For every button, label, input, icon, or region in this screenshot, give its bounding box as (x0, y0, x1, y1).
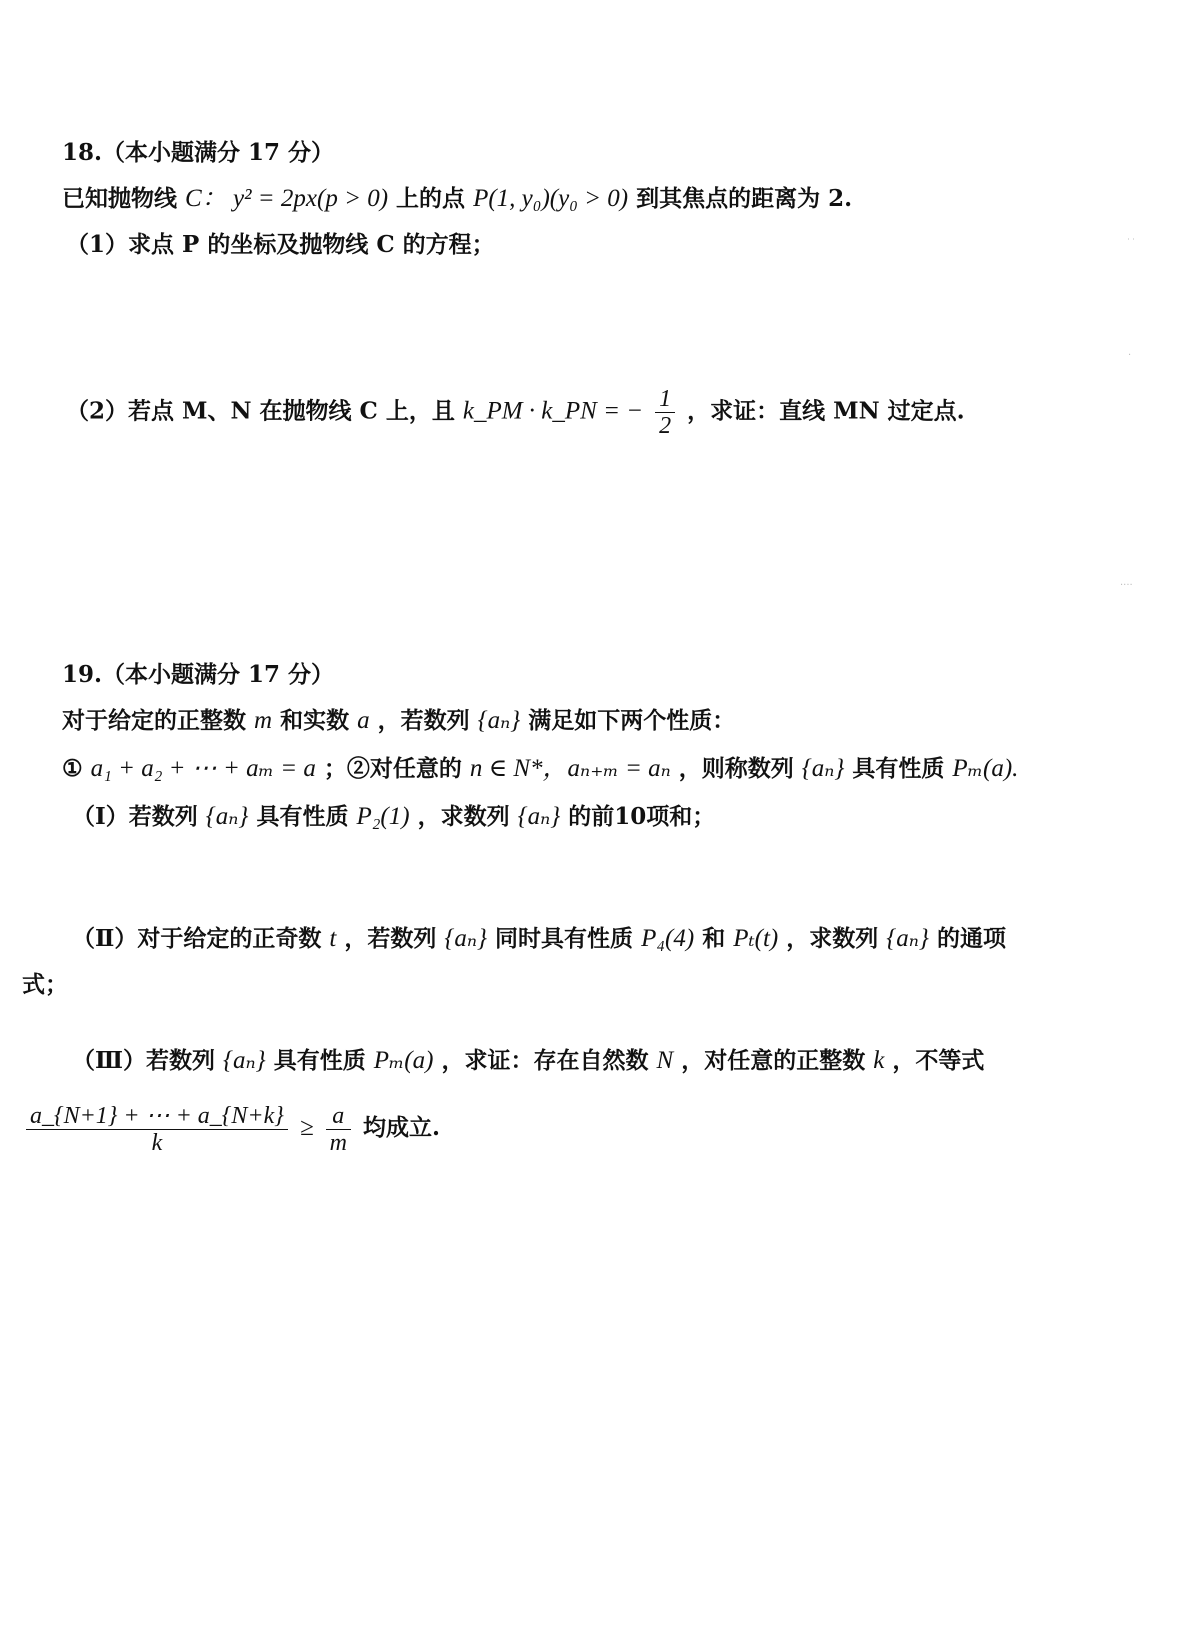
q18-part1: （1）求点 P 的坐标及抛物线 C 的方程； (66, 231, 495, 258)
q19-part2: （Ⅱ）对于给定的正奇数 t ，若数列 {aₙ} 同时具有性质 P₄(4) 和 Pₜ(t) ，求数列 {aₙ} 的通项 (72, 925, 1006, 952)
q18-stem: 已知抛物线 C： y² = 2px(p > 0) 上的点 P(1, y₀)(y₀ > 0) 到其焦点的距离为 2. (62, 185, 853, 212)
scan-speck: ˙˙ (1126, 238, 1136, 249)
q19-title: 19.（本小题满分 17 分） (62, 661, 335, 688)
q18-fraction: $\frac{1}{2}$ (655, 386, 675, 439)
q19-part3: （Ⅲ）若数列 {aₙ} 具有性质 Pₘ(a) ，求证：存在自然数 N ，对任意的正整数 k ，不等式 (72, 1047, 985, 1074)
q19-inequality: $\frac{a\_\{N+1\} + \cdots + a\_\{N+k\}}{k}$ ≥ $\frac{a}{m}$ 均成立. (22, 1098, 440, 1158)
q19-stem: 对于给定的正整数 m 和实数 a ，若数列 {aₙ} 满足如下两个性质： (62, 707, 736, 734)
inequality-left-fraction: $\frac{a\_\{N+1\} + \cdots + a\_\{N+k\}}{k}$ (26, 1103, 288, 1156)
q19-part2-continued: 式； (22, 971, 68, 998)
scan-speck: · (1128, 350, 1132, 361)
q19-properties: ① a₁ + a₂ + ⋯ + aₘ = a ；②对任意的 n ∈ N*，aₙ₊ₘ = aₙ ，则称数列 {aₙ} 具有性质 Pₘ(a). (62, 755, 1019, 782)
scan-speck: ···· (1120, 580, 1133, 591)
q19-part1: （Ⅰ）若数列 {aₙ} 具有性质 P₂(1) ，求数列 {aₙ} 的前10项和； (72, 803, 716, 830)
q18-part2: （2）若点 M、N 在抛物线 C 上，且 k_PM · k_PN = − $\frac{1}{2}$ ，求证：直线 MN 过定点. (66, 386, 965, 439)
q18-title: 18.（本小题满分 17 分） (62, 139, 335, 166)
inequality-right-fraction: $\frac{a}{m}$ (326, 1103, 351, 1156)
